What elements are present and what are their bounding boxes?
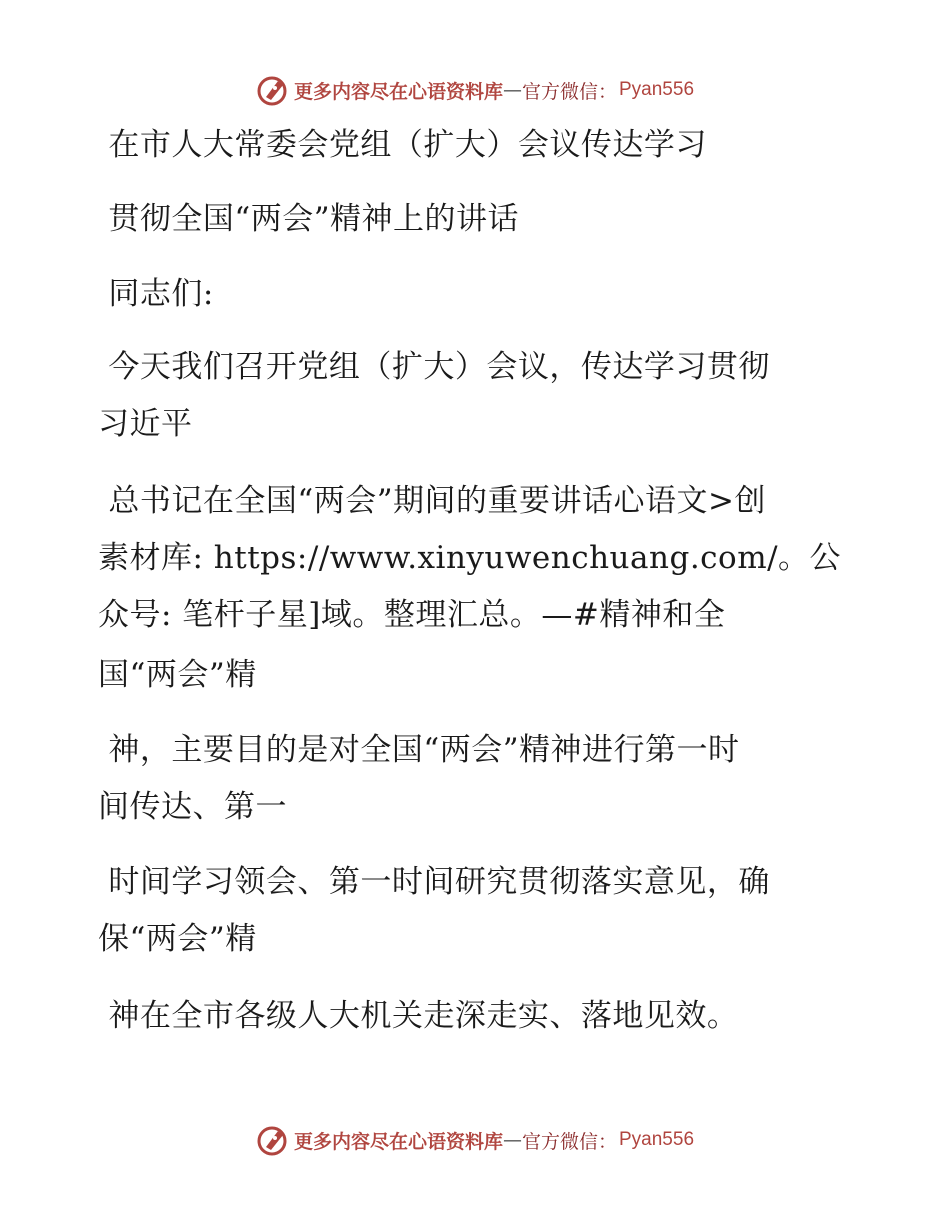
watermark-text: 更多内容尽在心语资料库 (293, 1130, 503, 1153)
paragraph-line: 总书记在全国“两会”期间的重要讲话心语文>创 (98, 483, 767, 519)
paragraph-line: 习近平 (98, 406, 193, 442)
paragraph-line: 神在全市各级人大机关走深走实、落地见效。 (98, 998, 739, 1034)
pen-nib-circle-icon (256, 1123, 290, 1157)
document-title-line-2: 贯彻全国“两会”精神上的讲话 (98, 201, 520, 237)
watermark-label: 官方微信： (521, 1130, 617, 1153)
document-title-line-1: 在市人大常委会党组（扩大）会议传达学习 (98, 127, 707, 163)
watermark-separator: — (502, 1129, 522, 1151)
paragraph-line: 素材库: https://www.xinyuwenchuang.com/。公 (98, 540, 842, 576)
footer-watermark (0, 1120, 950, 1160)
paragraph-line: 神，主要目的是对全国“两会”精神进行第一时 (98, 732, 740, 768)
paragraph-line: 时间学习领会、第一时间研究贯彻落实意见，确 (98, 864, 770, 900)
watermark-account: Pyan556 (619, 79, 695, 100)
paragraph-line: 今天我们召开党组（扩大）会议，传达学习贯彻 (98, 349, 770, 385)
salutation: 同志们: (98, 276, 214, 312)
paragraph-line: 间传达、第一 (98, 789, 287, 825)
header-watermark (0, 70, 950, 110)
watermark-text: 更多内容尽在心语资料库 (293, 80, 503, 103)
pen-nib-circle-icon (256, 73, 290, 107)
paragraph-line: 众号: 笔杆子星]域。整理汇总。—#精神和全 (98, 597, 726, 633)
watermark-account: Pyan556 (619, 1129, 695, 1150)
watermark-label: 官方微信： (521, 80, 617, 103)
paragraph-line: 国“两会”精 (98, 657, 257, 693)
paragraph-line: 保“两会”精 (98, 921, 257, 957)
watermark-separator: — (502, 79, 522, 101)
